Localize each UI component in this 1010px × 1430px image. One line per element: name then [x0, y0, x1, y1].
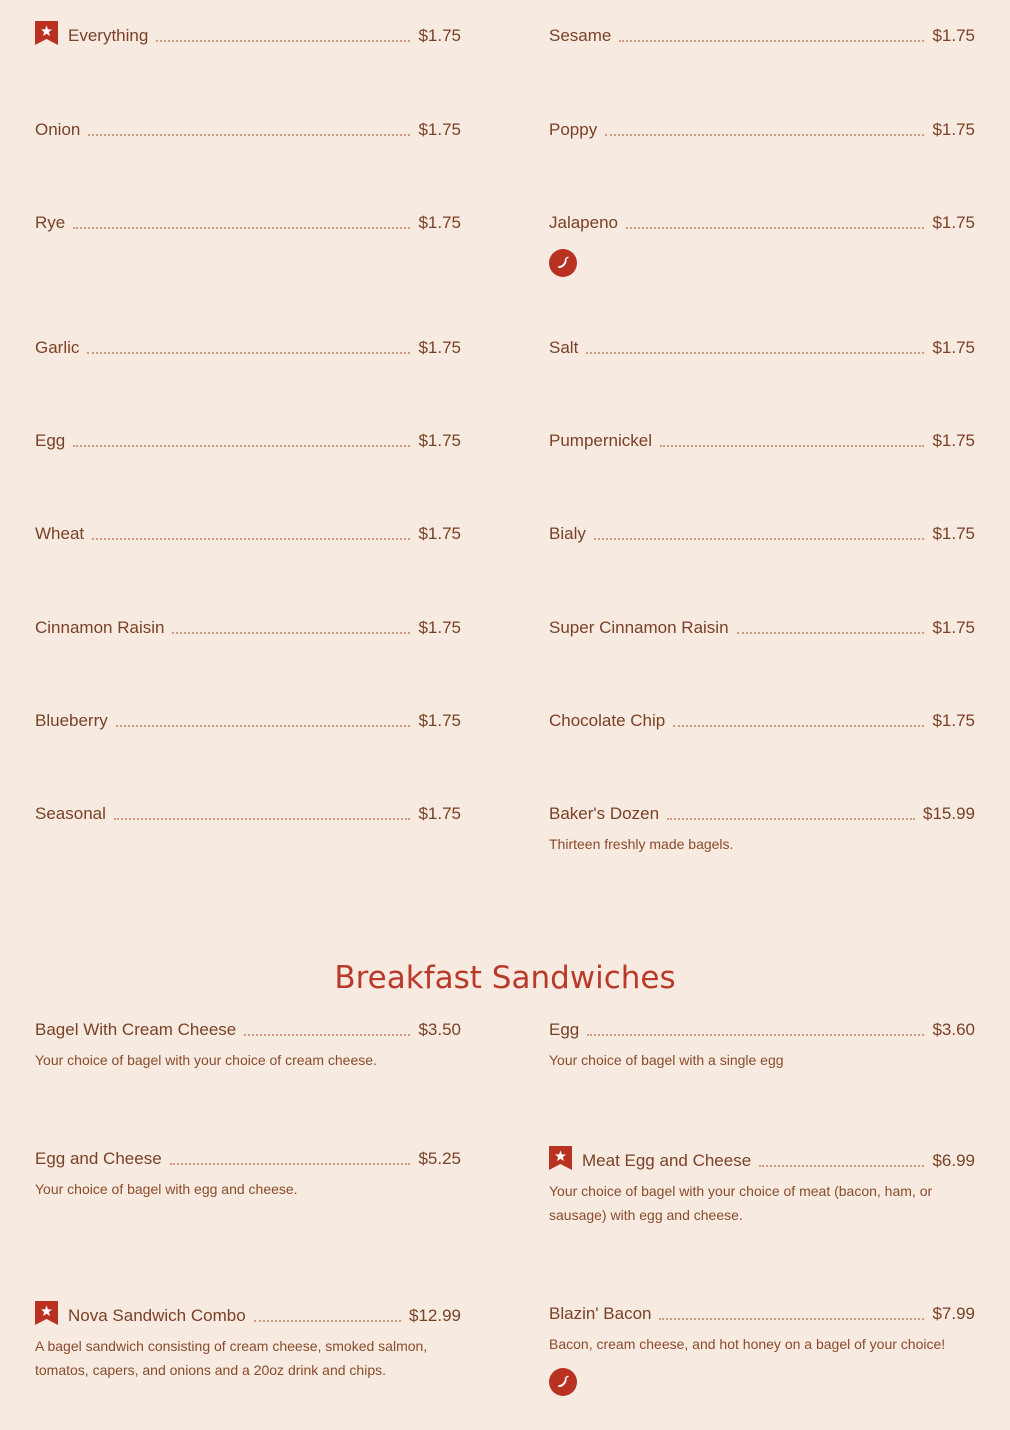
menu-item-description: Your choice of bagel with egg and cheese.	[35, 1181, 298, 1197]
leader-dots	[667, 818, 915, 820]
menu-item[interactable]	[549, 1298, 975, 1396]
menu-item-name: Bagel With Cream Cheese	[35, 1020, 237, 1039]
menu-item[interactable]	[35, 425, 461, 451]
menu-item-name: Super Cinnamon Raisin	[549, 618, 729, 637]
star-bookmark-icon	[35, 21, 58, 45]
leader-dots	[92, 538, 410, 540]
menu-item-price: $1.75	[418, 120, 461, 139]
menu-item-line	[35, 114, 461, 140]
leader-dots	[170, 1163, 411, 1165]
menu-item-price: $1.75	[418, 524, 461, 543]
leader-dots	[587, 1034, 924, 1036]
menu-item[interactable]	[549, 705, 975, 731]
menu-item[interactable]	[35, 1014, 461, 1072]
menu-item-name: Wheat	[35, 524, 85, 543]
menu-item-line	[35, 705, 461, 731]
menu-item-price: $1.75	[932, 618, 975, 637]
menu-item-price: $5.25	[418, 1149, 461, 1168]
menu-item-name: Salt	[549, 338, 579, 357]
leader-dots	[254, 1320, 401, 1322]
leader-dots	[659, 1318, 924, 1320]
menu-item-name: Baker's Dozen	[549, 804, 660, 823]
menu-item-price: $1.75	[418, 804, 461, 823]
leader-dots	[73, 445, 410, 447]
menu-item-name: Seasonal	[35, 804, 106, 823]
menu-item[interactable]	[549, 1145, 975, 1227]
menu-item[interactable]	[549, 207, 975, 277]
menu-item-price: $12.99	[409, 1306, 461, 1325]
leader-dots	[172, 632, 410, 634]
menu-item[interactable]	[549, 612, 975, 638]
menu-item-line	[35, 1300, 461, 1326]
menu-item-name: Blazin' Bacon	[549, 1304, 652, 1323]
menu-item-price: $7.99	[932, 1304, 975, 1323]
menu-item[interactable]	[35, 612, 461, 638]
menu-item-name: Cinnamon Raisin	[35, 618, 165, 637]
menu-item-name: Garlic	[35, 338, 80, 357]
star-bookmark-icon	[549, 1146, 572, 1170]
leader-dots	[626, 227, 924, 229]
leader-dots	[156, 40, 410, 42]
menu-item-name: Blueberry	[35, 711, 108, 730]
leader-dots	[737, 632, 925, 634]
menu-item-name: Bialy	[549, 524, 586, 543]
star-bookmark-icon	[35, 1301, 58, 1325]
menu-item-line	[549, 114, 975, 140]
menu-item-name: Poppy	[549, 120, 598, 139]
menu-item-price: $1.75	[418, 711, 461, 730]
menu-item-line	[549, 1014, 975, 1040]
menu-item-line	[35, 332, 461, 358]
menu-item[interactable]	[35, 207, 461, 233]
leader-dots	[73, 227, 410, 229]
leader-dots	[116, 725, 411, 727]
menu-item-name: Rye	[35, 213, 66, 232]
menu-item[interactable]	[549, 425, 975, 451]
menu-item-name: Egg	[35, 431, 66, 450]
menu-item[interactable]	[549, 1014, 975, 1072]
menu-item-line	[549, 20, 975, 46]
menu-item-line	[549, 705, 975, 731]
menu-item-line	[35, 518, 461, 544]
menu-item-name: Sesame	[549, 26, 612, 45]
menu-item-name: Egg and Cheese	[35, 1149, 162, 1168]
menu-item-price: $3.50	[418, 1020, 461, 1039]
menu-item-line	[35, 1143, 461, 1169]
menu-item-price: $1.75	[418, 431, 461, 450]
leader-dots	[88, 134, 410, 136]
menu-item-description: Your choice of bagel with your choice of cream cheese.	[35, 1052, 377, 1068]
menu-item-line	[549, 207, 975, 233]
menu-item-line	[35, 20, 461, 46]
menu-item-price: $3.60	[932, 1020, 975, 1039]
menu-item[interactable]	[549, 114, 975, 140]
menu-item[interactable]	[35, 1143, 461, 1201]
menu-item-price: $1.75	[932, 120, 975, 139]
chili-pepper-icon	[549, 249, 577, 277]
menu-item-name: Chocolate Chip	[549, 711, 666, 730]
chili-pepper-glyph	[554, 1373, 572, 1391]
menu-item[interactable]	[35, 332, 461, 358]
menu-item[interactable]	[549, 332, 975, 358]
leader-dots	[673, 725, 924, 727]
chili-pepper-glyph	[554, 254, 572, 272]
menu-item-line	[35, 798, 461, 824]
menu-item-line	[549, 612, 975, 638]
leader-dots	[114, 818, 411, 820]
menu-item[interactable]	[549, 20, 975, 46]
section-title: Breakfast Sandwiches	[334, 960, 676, 996]
menu-item[interactable]	[35, 798, 461, 824]
leader-dots	[759, 1165, 924, 1167]
leader-dots	[586, 352, 924, 354]
menu-item-description: A bagel sandwich consisting of cream cheese, smoked salmon, tomatos, capers, and onions and a 20oz drink and chips.	[35, 1338, 428, 1378]
menu-item-name: Nova Sandwich Combo	[68, 1306, 246, 1325]
menu-item-line	[35, 612, 461, 638]
menu-item-line	[549, 332, 975, 358]
menu-item-price: $1.75	[418, 26, 461, 45]
menu-item-price: $1.75	[418, 618, 461, 637]
menu-item-price: $1.75	[932, 524, 975, 543]
menu-item[interactable]	[35, 20, 461, 46]
leader-dots	[87, 352, 410, 354]
menu-item-line	[549, 1145, 975, 1171]
menu-item-description: Bacon, cream cheese, and hot honey on a bagel of your choice!	[549, 1336, 946, 1352]
menu-item-description: Thirteen freshly made bagels.	[549, 836, 734, 852]
menu-item-name: Meat Egg and Cheese	[582, 1151, 752, 1170]
menu-item-price: $1.75	[932, 711, 975, 730]
menu-item-price: $1.75	[418, 338, 461, 357]
menu-item-line	[549, 798, 975, 824]
menu-item-price: $1.75	[932, 338, 975, 357]
leader-dots	[619, 40, 924, 42]
menu-item[interactable]	[35, 114, 461, 140]
menu-item-line	[35, 207, 461, 233]
menu-item-price: $15.99	[923, 804, 975, 823]
menu-item-line	[549, 425, 975, 451]
menu-item[interactable]	[35, 518, 461, 544]
leader-dots	[660, 445, 924, 447]
menu-item-line	[35, 1014, 461, 1040]
leader-dots	[605, 134, 924, 136]
menu-item[interactable]	[549, 798, 975, 856]
menu-item[interactable]	[549, 518, 975, 544]
menu-item[interactable]	[35, 1300, 461, 1382]
menu-item-name: Jalapeno	[549, 213, 619, 232]
menu-item-name: Everything	[68, 26, 149, 45]
menu-item-name: Egg	[549, 1020, 580, 1039]
menu-item-price: $1.75	[932, 213, 975, 232]
menu-item-price: $1.75	[418, 213, 461, 232]
menu-item-price: $1.75	[932, 26, 975, 45]
menu-item-description: Your choice of bagel with a single egg	[549, 1052, 784, 1068]
menu-item-price: $1.75	[932, 431, 975, 450]
menu-item[interactable]	[35, 705, 461, 731]
menu-item-line	[549, 1298, 975, 1324]
leader-dots	[244, 1034, 410, 1036]
chili-pepper-icon	[549, 1368, 577, 1396]
leader-dots	[594, 538, 925, 540]
menu-item-line	[549, 518, 975, 544]
menu-item-name: Pumpernickel	[549, 431, 652, 450]
menu-item-price: $6.99	[932, 1151, 975, 1170]
menu-item-description: Your choice of bagel with your choice of meat (bacon, ham, or sausage) with egg and cheese.	[549, 1183, 933, 1223]
menu-item-name: Onion	[35, 120, 81, 139]
menu-item-line	[35, 425, 461, 451]
